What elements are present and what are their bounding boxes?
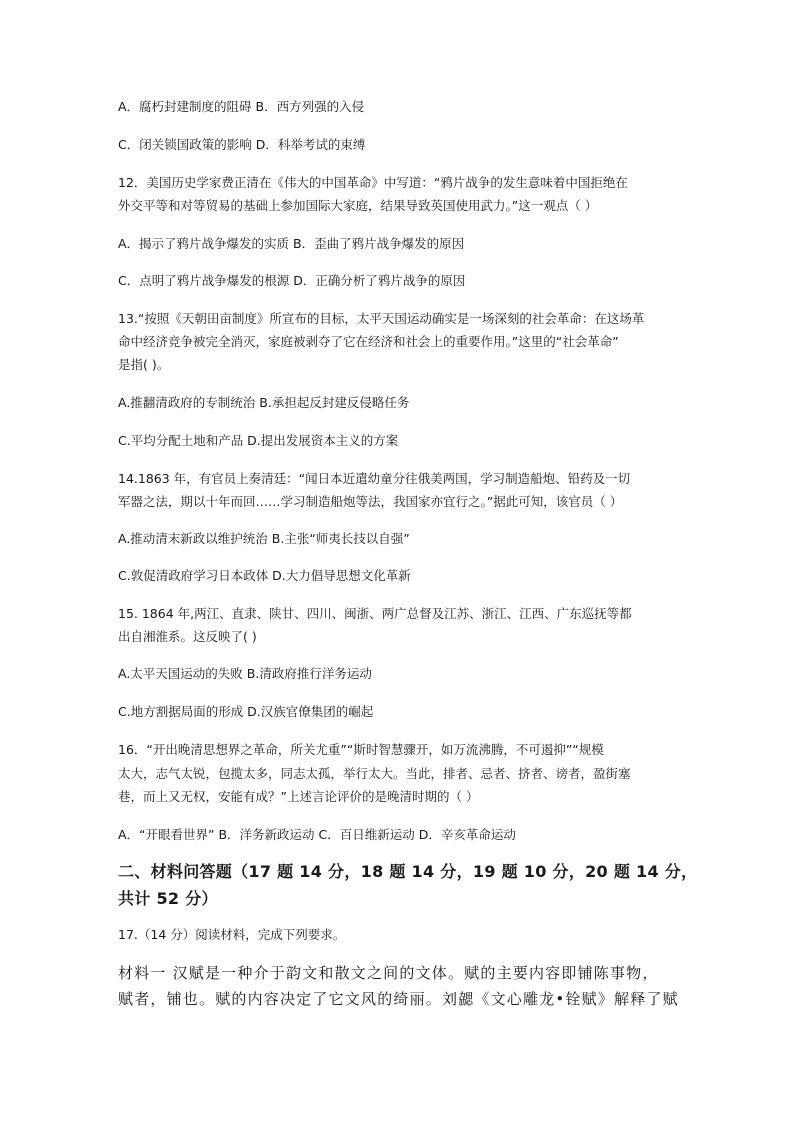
q13-options-ab: A.推翻清政府的专制统治 B.承担起反封建反侵略任务 bbox=[118, 395, 410, 410]
q12-stem-line-2: 外交平等和对等贸易的基础上参加国际大家庭，结果导致英国使用武力。”这一观点（ ） bbox=[118, 198, 598, 213]
q15-stem-line-1: 15. 1864 年,两江、直隶、陕甘、四川、闽浙、两广总督及江苏、浙江、江西、广东巡抚等都 bbox=[118, 606, 632, 621]
q15-stem-line-2: 出自湘淮系。这反映了( ) bbox=[118, 629, 257, 644]
q15-options-cd: C.地方割据局面的形成 D.汉族官僚集团的崛起 bbox=[118, 704, 374, 719]
q13-stem-line-2: 命中经济竞争被完全消灭，家庭被剥夺了它在经济和社会上的重要作用。”这里的“社会革命” bbox=[118, 334, 619, 349]
q15-options-ab: A.太平天国运动的失败 B.清政府推行洋务运动 bbox=[118, 666, 372, 681]
section-2-heading-line-2: 共计 52 分） bbox=[118, 889, 218, 908]
q12-options-ab: A．揭示了鸦片战争爆发的实质 B．歪曲了鸦片战争爆发的原因 bbox=[118, 236, 465, 251]
q14-options-ab: A.推动清末新政以维护统治 B.主张“师夷长技以自强” bbox=[118, 531, 410, 546]
q11-options-ab: A．腐朽封建制度的阻碍 B．西方列强的入侵 bbox=[118, 99, 365, 114]
q12-stem-line-1: 12．美国历史学家费正清在《伟大的中国革命》中写道：“鸦片战争的发生意味着中国拒绝在 bbox=[118, 175, 628, 190]
q17-stem: 17.（14 分）阅读材料，完成下列要求。 bbox=[118, 927, 346, 942]
q16-stem-line-2: 太大，志气太锐，包揽太多，同志太孤，举行太大。当此，排者、忌者、挤者、谤者，盈街塞 bbox=[118, 766, 631, 781]
q11-options-cd: C．闭关锁国政策的影响 D．科举考试的束缚 bbox=[118, 137, 366, 152]
q16-options: A．“开眼看世界” B．洋务新政运动 C．百日维新运动 D．辛亥革命运动 bbox=[118, 827, 516, 842]
section-2-heading-line-1: 二、材料问答题（17 题 14 分，18 题 14 分，19 题 10 分，20 题 14 分， bbox=[118, 862, 698, 881]
q17-material-line-2: 赋者，铺也。赋的内容决定了它文风的绮丽。刘勰《文心雕龙•铨赋》解释了赋 bbox=[118, 990, 679, 1008]
q13-stem-line-1: 13.“按照《天朝田亩制度》所宣布的目标，太平天国运动确实是一场深刻的社会革命：在这场革 bbox=[118, 311, 645, 326]
q14-stem-line-1: 14.1863 年，有官员上奏清廷：“闻日本近遣幼童分往俄美两国，学习制造船炮、铅药及一切 bbox=[118, 471, 631, 486]
q12-options-cd: C．点明了鸦片战争爆发的根源 D．正确分析了鸦片战争的原因 bbox=[118, 273, 466, 288]
q14-stem-line-2: 军器之法，期以十年而回……学习制造船炮等法，我国家亦宜行之。”据此可知，该官员（ ） bbox=[118, 494, 623, 509]
q16-stem-line-3: 巷，而上又无权，安能有成？”上述言论评价的是晚清时期的（ ） bbox=[118, 789, 479, 804]
q17-material-line-1: 材料一 汉赋是一种介于韵文和散文之间的文体。赋的主要内容即铺陈事物， bbox=[118, 964, 659, 982]
q13-options-cd: C.平均分配土地和产品 D.提出发展资本主义的方案 bbox=[118, 433, 399, 448]
q14-options-cd: C.敦促清政府学习日本政体 D.大力倡导思想文化革新 bbox=[118, 568, 411, 583]
q13-stem-line-3: 是指( )。 bbox=[118, 357, 170, 372]
q16-stem-line-1: 16．“开出晚清思想界之革命，所关尤重”“斯时智慧骤开，如万流沸腾，不可遏抑”“规模 bbox=[118, 742, 604, 757]
